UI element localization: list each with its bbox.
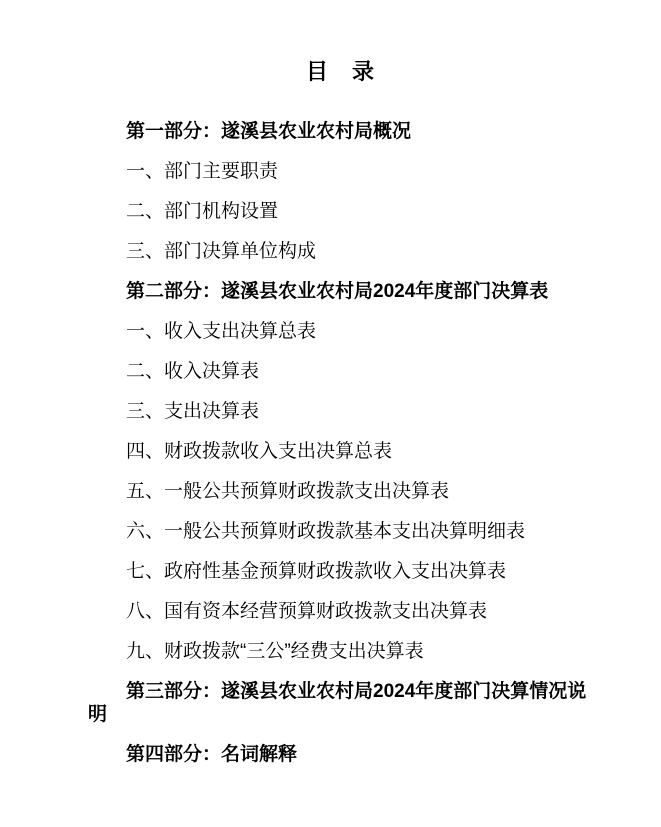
toc-item-1-3: 三、部门决算单位构成 — [126, 241, 317, 262]
toc-section-4-heading: 第四部分：名词解释 — [126, 744, 298, 765]
toc-item-2-7: 七、政府性基金预算财政拨款收入支出决算表 — [126, 561, 507, 582]
toc-item-1-1: 一、部门主要职责 — [126, 161, 279, 182]
page-title: 目 录 — [305, 59, 375, 84]
toc-item-1-2: 二、部门机构设置 — [126, 201, 279, 222]
toc-item-2-6: 六、一般公共预算财政拨款基本支出决算明细表 — [126, 521, 526, 542]
toc-item-2-5: 五、一般公共预算财政拨款支出决算表 — [126, 481, 450, 502]
toc-item-2-3: 三、支出决算表 — [126, 401, 260, 422]
toc-section-2-heading: 第二部分：遂溪县农业农村局2024年度部门决算表 — [126, 281, 549, 302]
toc-item-2-4: 四、财政拨款收入支出决算总表 — [126, 441, 393, 462]
toc-item-2-8: 八、国有资本经营预算财政拨款支出决算表 — [126, 601, 488, 622]
toc-section-1-heading: 第一部分：遂溪县农业农村局概况 — [126, 121, 412, 142]
toc-section-3-heading: 第三部分：遂溪县农业农村局2024年度部门决算情况说明 — [88, 681, 587, 725]
toc-item-2-9: 九、财政拨款“三公”经费支出决算表 — [126, 641, 424, 662]
toc-item-2-2: 二、收入决算表 — [126, 361, 260, 382]
toc-item-2-1: 一、收入支出决算总表 — [126, 321, 317, 342]
